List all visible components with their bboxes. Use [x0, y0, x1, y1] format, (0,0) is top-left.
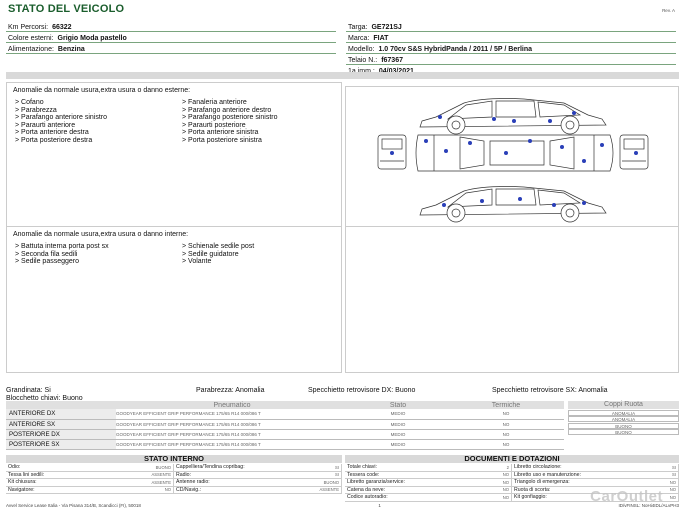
internal-damage-panel: [6, 226, 342, 373]
grid-value: NO: [502, 494, 509, 500]
info-row-telaio: [346, 54, 676, 65]
tyres-header: Termiche: [448, 401, 564, 409]
damage-marker: [442, 203, 446, 207]
damage-marker: [548, 119, 552, 123]
damage-marker: [552, 203, 556, 207]
table-row: [6, 464, 342, 472]
grid-value: ASSENTE: [319, 487, 339, 493]
table-row: [345, 472, 679, 480]
footer-address: Avvel Service Lease Italia - Via Pisana 314/B, Scandicci (FI), 50018: [6, 503, 141, 508]
internal-damage-title: Anomalie da normale usura,extra usura o danno interne:: [13, 231, 189, 238]
condition-specchietto-dx: Specchietto retrovisore DX: Buono: [308, 386, 416, 394]
coppie-header: Coppi Ruota: [568, 401, 679, 409]
info-row-alimentazione: [6, 43, 336, 54]
grid-key: Cappelliera/Tendina copribag:: [176, 464, 245, 471]
car-plan-view: [416, 135, 613, 171]
coppie-value: BUONO: [568, 429, 679, 435]
damage-marker: [582, 201, 586, 205]
list-item: > Seconda fila sedili: [15, 250, 78, 258]
info-label: Colore esterni:: [8, 35, 54, 42]
car-side-view-bottom: [420, 187, 606, 223]
page-footer: [6, 503, 679, 508]
grid-key: Tessera code:: [347, 471, 380, 478]
grid-value: NO: [502, 487, 509, 493]
coppie-value: BUONO: [568, 423, 679, 429]
grid-key: Kit chiusura:: [8, 479, 37, 486]
grid-key: Radio:: [176, 471, 191, 478]
internal-damage-col1: [15, 243, 182, 266]
grid-key: Tessa lini sedili:: [8, 471, 45, 478]
tyre-position: ANTERIORE DX: [6, 409, 116, 419]
list-item: > Porta posteriore sinistra: [182, 136, 262, 144]
tyres-header-row: [6, 401, 564, 409]
conditions-summary: [6, 386, 679, 402]
damage-marker: [572, 111, 576, 115]
info-label: Modello:: [348, 46, 375, 53]
damage-marker: [512, 119, 516, 123]
grid-key: Libretto garanzia/service:: [347, 479, 405, 486]
list-item: > Fanaleria anteriore: [182, 99, 247, 106]
grid-key: Antenne radio:: [176, 479, 210, 486]
damage-marker: [504, 151, 508, 155]
table-row: [6, 419, 564, 429]
grid-value: SI: [335, 472, 339, 478]
documenti-title: DOCUMENTI E DOTAZIONI: [345, 455, 679, 463]
table-row: [345, 479, 679, 487]
tyre-stato: MEDIO: [348, 439, 448, 449]
external-damage-panel: [6, 82, 342, 228]
damage-marker: [424, 139, 428, 143]
car-side-view-top: [420, 99, 606, 135]
coppie-value: ANOMALIA: [568, 416, 679, 422]
grid-value: SI: [672, 472, 676, 478]
tyres-table: [6, 401, 564, 450]
info-value: 66322: [52, 24, 72, 31]
list-item: > Parafango anteriore sinistro: [15, 114, 108, 122]
coppie-ruota: [568, 401, 679, 435]
car-diagram-panel: [345, 86, 679, 228]
table-row: [6, 439, 564, 449]
internal-damage-col2: [182, 243, 349, 266]
list-item: > Volante: [182, 258, 212, 266]
grid-value: SI: [335, 464, 339, 470]
grid-value: NO: [502, 472, 509, 478]
grid-value: BUONO: [155, 464, 171, 470]
damage-marker: [444, 149, 448, 153]
grid-value: SI: [672, 464, 676, 470]
vehicle-info-left: [6, 21, 336, 54]
tyre-model: GOODYEAR EFFICIENT GRIP PERFORMANCE 175/65 R14 000/086 T: [116, 419, 348, 429]
tyre-termiche: NO: [448, 409, 564, 419]
list-item: > Parafango posteriore sinistro: [182, 114, 278, 122]
tyre-stato: MEDIO: [348, 419, 448, 429]
tyre-termiche: NO: [448, 439, 564, 449]
page-title: STATO DEL VEICOLO: [8, 3, 125, 15]
info-value: Benzina: [57, 46, 85, 53]
damage-marker: [390, 151, 394, 155]
tyre-termiche: NO: [448, 429, 564, 439]
damage-marker: [438, 115, 442, 119]
list-item: > Porta posteriore destra: [15, 136, 93, 144]
condition-specchietto-sx: Specchietto retrovisore SX: Anomalia: [492, 386, 608, 394]
grid-key: CD/Navig.:: [176, 486, 202, 493]
stato-interno-grid: [6, 464, 342, 494]
grid-key: Totale chiavi:: [347, 464, 377, 471]
list-item: > Cofano: [15, 99, 44, 106]
info-row-targa: [346, 21, 676, 32]
tyres-header: Pneumatico: [116, 401, 348, 409]
info-label: Alimentazione:: [8, 46, 54, 53]
info-label: Km Percorsi:: [8, 24, 49, 31]
info-row-colore: [6, 32, 336, 43]
grid-value: NO: [669, 487, 676, 493]
info-row-marca: [346, 32, 676, 43]
revision-label: Rev. A: [662, 8, 675, 13]
list-item: > Sedile guidatore: [182, 250, 239, 258]
stato-interno-title: STATO INTERNO: [6, 455, 342, 463]
list-item: > Sedile passeggero: [15, 258, 80, 266]
tyre-model: GOODYEAR EFFICIENT GRIP PERFORMANCE 175/65 R14 000/086 T: [116, 409, 348, 419]
info-label: Marca:: [348, 35, 370, 42]
grid-value: NO: [669, 494, 676, 500]
tyre-model: GOODYEAR EFFICIENT GRIP PERFORMANCE 175/65 R14 000/086 T: [116, 429, 348, 439]
damage-marker: [468, 141, 472, 145]
info-row-modello: [346, 43, 676, 54]
table-row: [6, 429, 564, 439]
tyre-termiche: NO: [448, 419, 564, 429]
grid-key: Libretto uso e manutenzione:: [514, 471, 581, 478]
watermark-logo: CarOutlet: [590, 488, 663, 505]
info-value: f67367: [381, 57, 403, 64]
table-row: [6, 487, 342, 495]
grid-key: Catena da neve:: [347, 486, 386, 493]
info-label: Telaio N.:: [348, 57, 378, 64]
info-row-km: [6, 21, 336, 32]
info-value: 1.0 70cv S&S HybridPanda / 2011 / 5P / Berlina: [378, 46, 533, 53]
list-item: > Porta anteriore destra: [15, 129, 89, 137]
condition-blocchetto: Blocchetto chiavi: Buono: [6, 394, 83, 402]
separator-bar: [6, 72, 679, 79]
condition-grandinata: Grandinata: Si: [6, 386, 51, 394]
grid-value: NO: [669, 479, 676, 485]
grid-key: Kit gonfiaggio:: [514, 494, 547, 501]
grid-key: Codice autoradio:: [347, 494, 388, 501]
table-row: [6, 479, 342, 487]
damage-marker: [528, 139, 532, 143]
vehicle-info-right: [346, 21, 676, 76]
tyre-stato: MEDIO: [348, 429, 448, 439]
tyre-stato: MEDIO: [348, 409, 448, 419]
list-item: > Paraurti anteriore: [15, 121, 76, 129]
damage-marker: [560, 145, 564, 149]
tyres-header: [6, 401, 116, 409]
tyre-position: POSTERIORE SX: [6, 439, 116, 449]
external-damage-title: Anomalie da normale usura,extra usura o danno esterne:: [13, 87, 191, 94]
list-item: > Parabrezza: [15, 106, 57, 114]
internal-diagram-panel: [345, 226, 679, 373]
grid-value: NO: [164, 487, 171, 493]
damage-marker: [634, 151, 638, 155]
info-value: FIAT: [373, 35, 389, 42]
list-item: > Parafango anteriore destro: [182, 106, 272, 114]
list-item: > Battuta interna porta post sx: [15, 243, 109, 250]
tyre-model: GOODYEAR EFFICIENT GRIP PERFORMANCE 175/65 R14 000/086 T: [116, 439, 348, 449]
grid-key: Odio:: [8, 464, 21, 471]
car-diagram: [374, 91, 654, 225]
tyres-header: Stato: [348, 401, 448, 409]
external-damage-col1: [15, 99, 182, 145]
footer-page-number: 1: [378, 503, 381, 508]
info-value: Grigio Moda pastello: [57, 35, 127, 42]
table-row: [6, 472, 342, 480]
condition-parabrezza: Parabrezza: Anomalia: [196, 386, 265, 394]
grid-key: Navigatore:: [8, 486, 35, 493]
grid-value: ASSENTE: [151, 472, 171, 478]
car-rear-view: [620, 135, 648, 169]
tyre-position: ANTERIORE SX: [6, 419, 116, 429]
table-row: [6, 409, 564, 419]
grid-value: ASSENTE: [151, 479, 171, 485]
damage-marker: [492, 117, 496, 121]
damage-marker: [582, 159, 586, 163]
grid-value: BUONO: [323, 479, 339, 485]
grid-key: Libretto circolazione:: [514, 464, 562, 471]
external-damage-col2: [182, 99, 349, 145]
damage-marker: [480, 199, 484, 203]
damage-marker: [600, 143, 604, 147]
footer-id: ID/vFINSL: NoHi4IDL/ALvPH3: [618, 503, 679, 508]
grid-value: NO: [502, 479, 509, 485]
damage-marker: [518, 197, 522, 201]
grid-key: Ruota di scorta:: [514, 486, 551, 493]
info-value: GE721SJ: [371, 24, 402, 31]
grid-value: 2: [506, 464, 509, 470]
list-item: > Paraurti posteriore: [182, 121, 246, 129]
grid-key: Triangolo di emergenza:: [514, 479, 570, 486]
table-row: [345, 464, 679, 472]
coppie-value: ANOMALIA: [568, 410, 679, 416]
tyre-position: POSTERIORE DX: [6, 429, 116, 439]
list-item: > Schienale sedile post: [182, 243, 255, 250]
list-item: > Porta anteriore sinistra: [182, 129, 259, 137]
info-label: Targa:: [348, 24, 368, 31]
